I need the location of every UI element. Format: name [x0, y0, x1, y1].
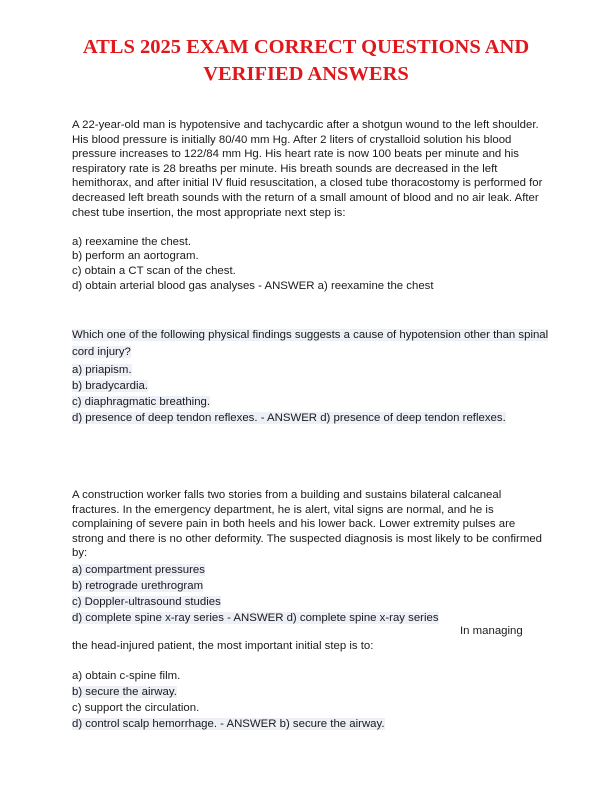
question-1-stem: A 22-year-old man is hypotensive and tachycardic after a shotgun wound to the left shoulder. His blood pressure is initially 80/40 mm Hg. After 2 liters of crystalloid solution his blood pressure increases to 122/84 mm Hg. His heart rate is now 100 beats per minute and his respiratory rate is 28 breaths per minute. His breath sounds are decreased in the left hemithorax, and after initial IV fluid resuscitation, a closed tube thoracostomy is performed for decreased left breath sounds with the return of a small amount of blood and no air leak. After chest tube insertion, the most appropriate next step is:: [72, 119, 543, 219]
question-3: [72, 488, 550, 626]
option: [72, 394, 550, 410]
option-answer: d) obtain arterial blood gas analyses - ANSWER a) reexamine the chest: [72, 279, 434, 292]
option-text: b) bradycardia.: [72, 380, 148, 392]
question-4-lead: In managing: [460, 625, 523, 637]
option: [72, 378, 550, 394]
option-text: a) compartment pressures: [72, 563, 205, 576]
option-answer: [72, 716, 550, 732]
question-3-options: [72, 562, 550, 626]
option-text: b) secure the airway.: [72, 686, 177, 699]
option-text: b) retrograde urethrogram: [72, 579, 204, 592]
question-2-stem: [72, 327, 550, 361]
option: b) perform an aortogram.: [72, 250, 199, 263]
question-1: [72, 118, 550, 293]
question-3-stem: A construction worker falls two stories from a building and sustains bilateral calcaneal fractures. In the emergency department, he is alert, vital signs are normal, and he is complaining of severe pain in both heels and his lower back. Lower extremity pulses are strong and there is no other deformity. The suspected diagnosis is most likely to be confirmed by:: [72, 489, 542, 560]
option: [72, 578, 550, 594]
option: a) reexamine the chest.: [72, 235, 192, 248]
option-text: d) presence of deep tendon reflexes. - ANSWER d) presence of deep tendon reflexes.: [72, 412, 506, 424]
option: [72, 562, 550, 578]
option: [72, 684, 550, 700]
question-1-options: [72, 235, 550, 293]
question-4-options: [72, 668, 550, 732]
question-4: [72, 639, 550, 732]
option-text: c) Doppler-ultrasound studies: [72, 595, 221, 608]
option-text: a) priapism.: [72, 364, 132, 376]
question-2-options: [72, 362, 550, 426]
option: c) obtain a CT scan of the chest.: [72, 264, 236, 277]
document-title: ATLS 2025 EXAM CORRECT QUESTIONS AND VERIFIED ANSWERS: [82, 36, 530, 85]
option-text: d) control scalp hemorrhage. - ANSWER b) secure the airway.: [72, 718, 385, 731]
question-4-stem: the head-injured patient, the most important initial step is to:: [72, 640, 374, 652]
option-answer: [72, 410, 550, 426]
option: c) support the circulation.: [72, 702, 200, 715]
option-text: d) complete spine x-ray series - ANSWER d) complete spine x-ray series: [72, 611, 439, 624]
option: a) obtain c-spine film.: [72, 670, 181, 683]
question-2: [72, 327, 550, 426]
option: [72, 362, 550, 378]
option-text: c) diaphragmatic breathing.: [72, 396, 211, 408]
question-2-stem-text: Which one of the following physical findings suggests a cause of hypotension other than spinal cord injury?: [72, 329, 549, 358]
option: [72, 594, 550, 610]
